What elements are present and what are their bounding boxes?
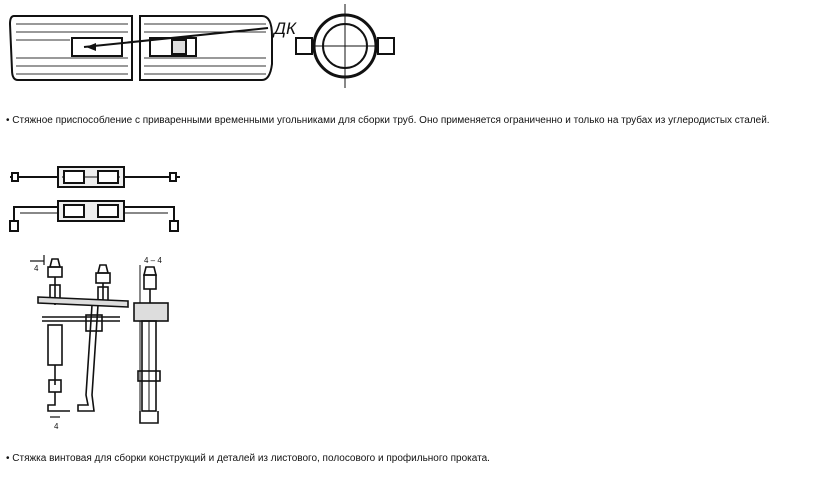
- section-mark-bottom: 4: [54, 422, 59, 431]
- clamp-nut: [172, 40, 186, 54]
- welded-angle-left: [72, 38, 122, 56]
- section-mark-top: 4: [34, 264, 39, 273]
- caption-pipe-clamp: • Стяжное приспособление с приваренными временными угольниками для сборки труб. Оно применяется ограниченно и только на трубах из углеродистых сталей.: [6, 115, 770, 126]
- caption-screw-clamp: • Стяжка винтовая для сборки конструкций и деталей из листового, полосового и профильного проката.: [6, 453, 490, 464]
- screw-turnbuckle-drawing: [0, 155, 200, 235]
- screw-clamp-drawing: [20, 245, 190, 435]
- figure1-label: ДК: [274, 19, 296, 38]
- pipe-clamp-drawing: [0, 0, 400, 92]
- section-title: 4 – 4: [144, 256, 162, 265]
- right-pipe: [140, 16, 272, 80]
